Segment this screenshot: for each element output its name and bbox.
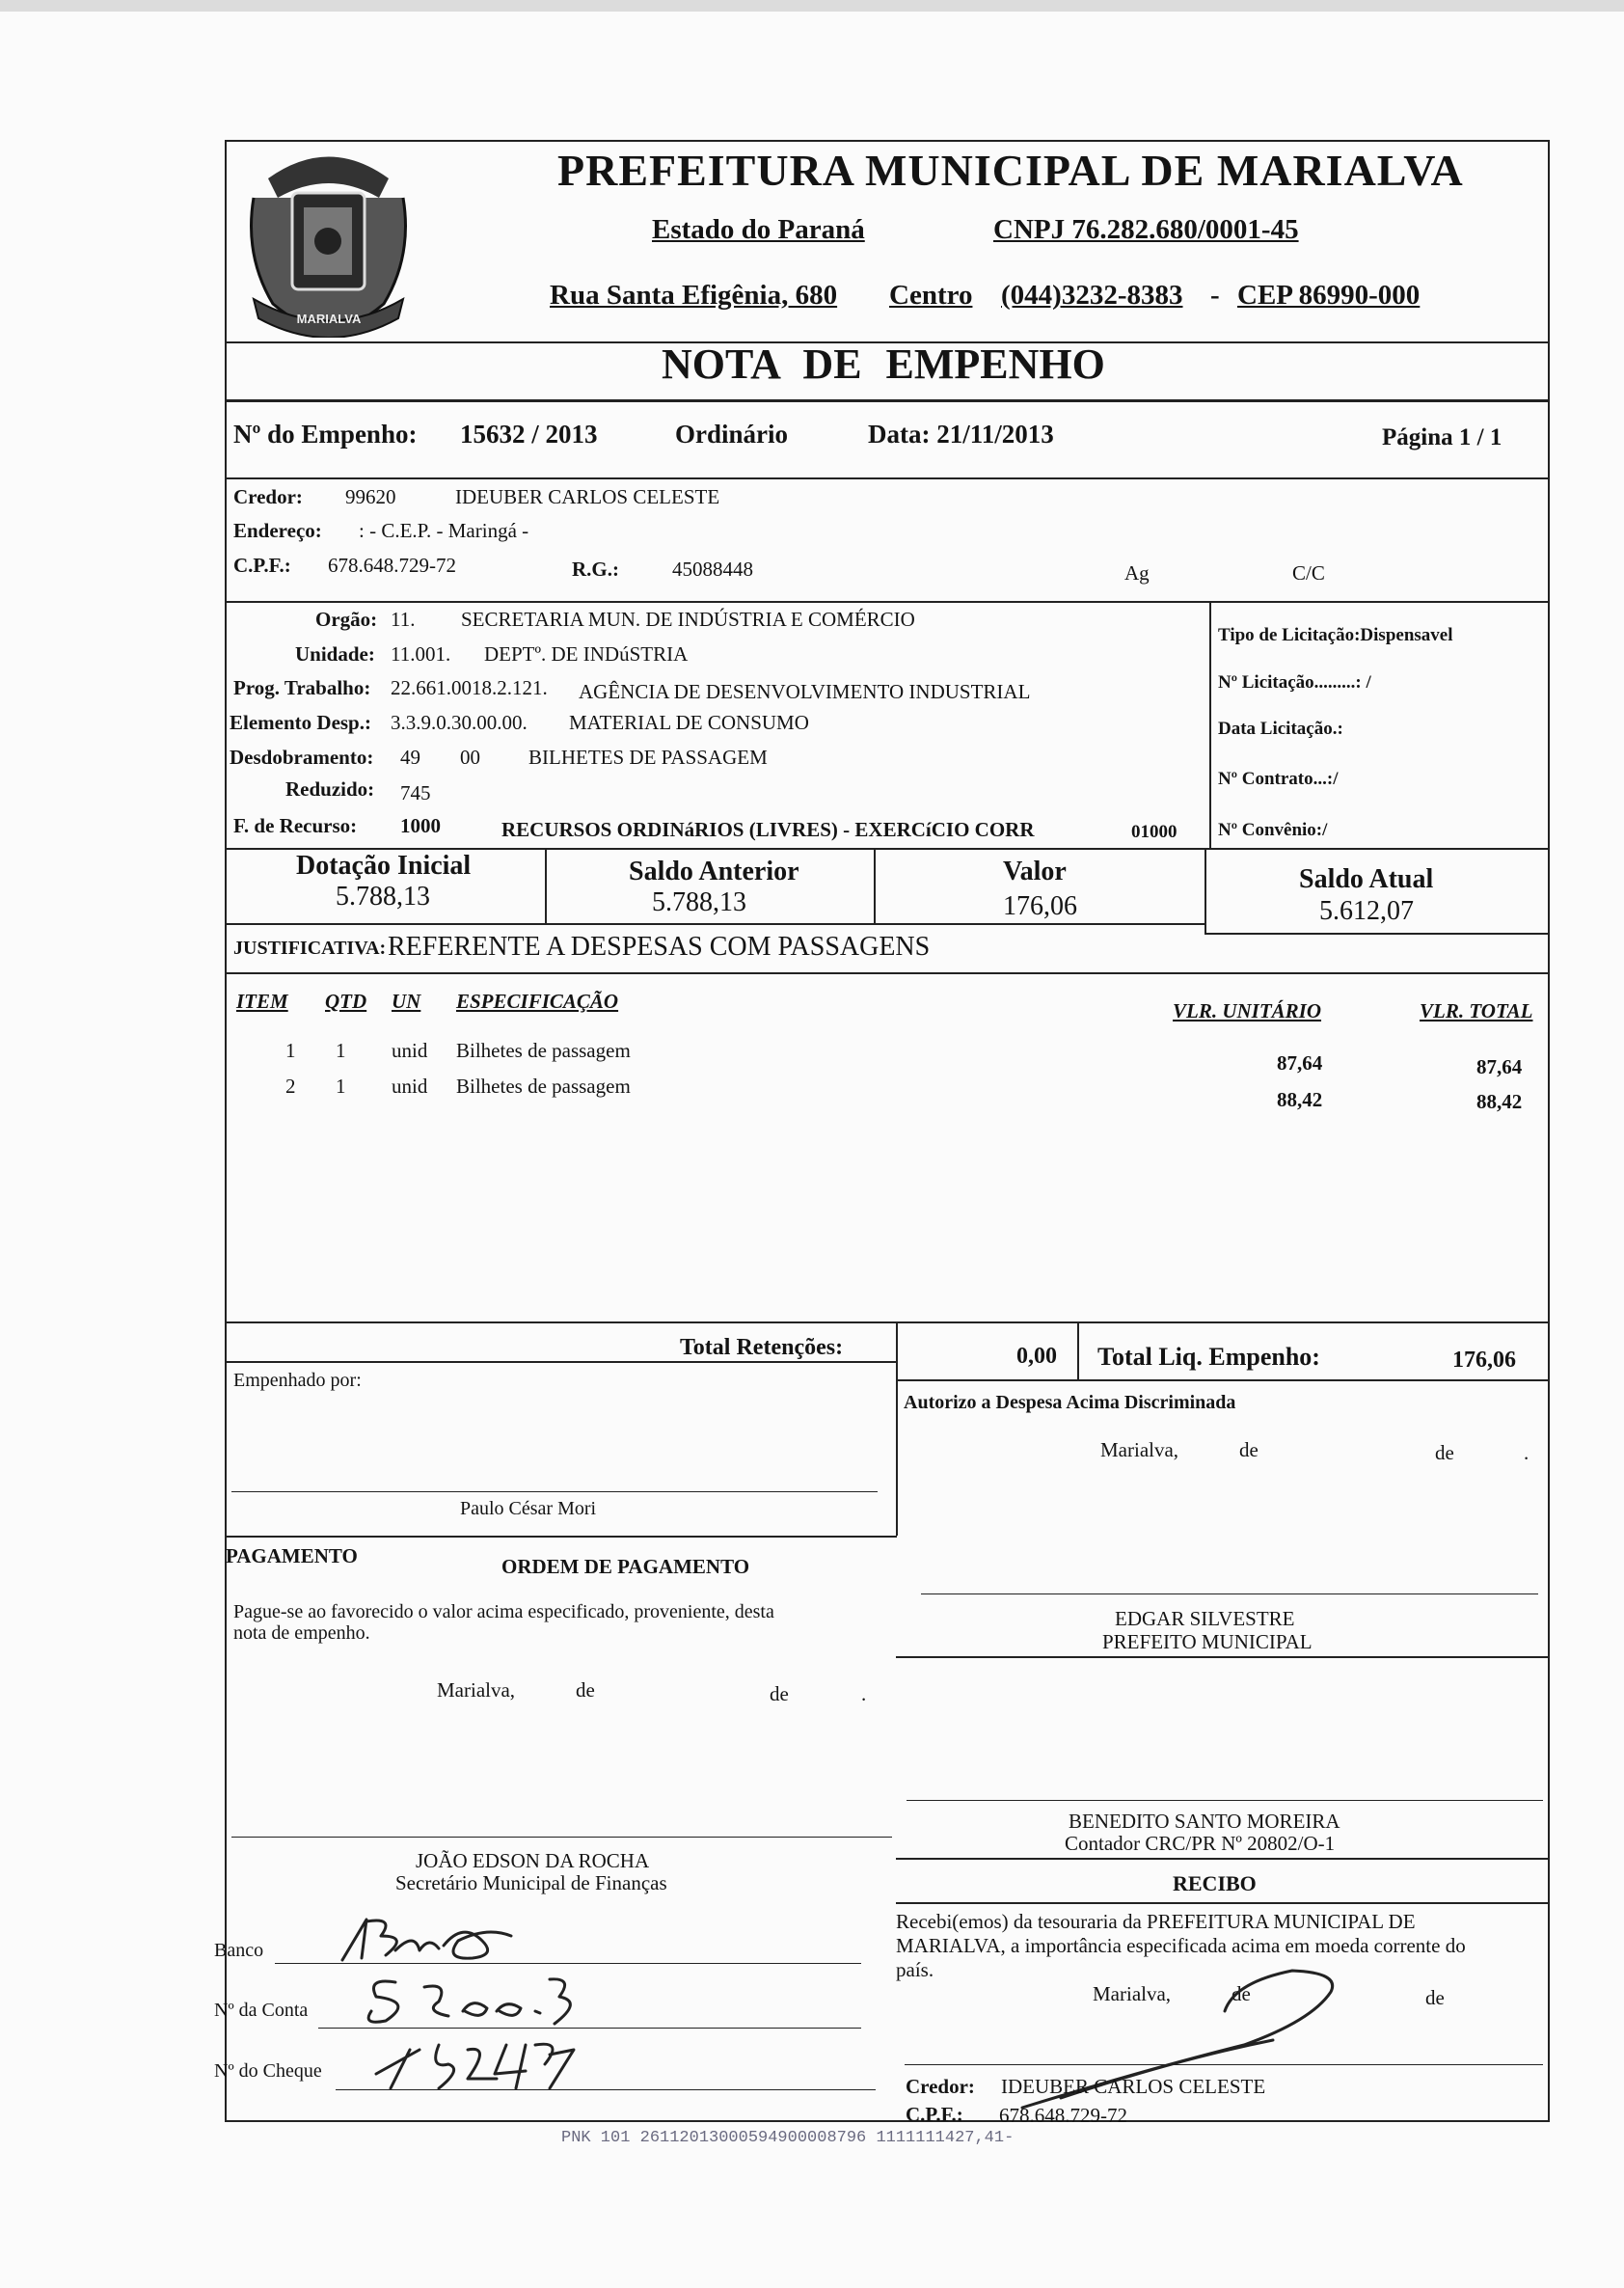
pagamento-de-2: de	[770, 1682, 789, 1705]
credor-rg: 45088448	[672, 558, 753, 581]
row-unit: 88,42	[1277, 1088, 1323, 1111]
empenho-type: Ordinário	[675, 420, 789, 449]
recibo-de-2: de	[1425, 1986, 1445, 2009]
row-spec: Bilhetes de passagem	[456, 1075, 631, 1098]
empenhado-name: Paulo César Mori	[460, 1498, 597, 1519]
cep-label: CEP 86990-000	[1237, 280, 1421, 311]
row-un: unid	[392, 1075, 428, 1098]
autorizo-de-1: de	[1239, 1438, 1259, 1461]
justificativa-text: REFERENTE A DESPESAS COM PASSAGENS	[388, 932, 931, 962]
unidade-code: 11.001.	[391, 642, 451, 666]
cheque-handwriting	[371, 2030, 583, 2098]
col-header-total: VLR. TOTAL	[1420, 999, 1533, 1022]
signature-line	[907, 1800, 1543, 1801]
district-label: Centro	[889, 280, 973, 311]
pagamento-label: PAGAMENTO	[226, 1544, 358, 1567]
col-header-item: ITEM	[236, 990, 288, 1013]
svg-text:MARIALVA: MARIALVA	[296, 312, 362, 326]
divider	[225, 972, 1550, 974]
contador-role: Contador CRC/PR Nº 20802/O-1	[1065, 1832, 1336, 1855]
prog-name: AGÊNCIA DE DESENVOLVIMENTO INDUSTRIAL	[579, 680, 1031, 703]
divider	[225, 399, 1550, 402]
autorizo-city: Marialva,	[1100, 1438, 1179, 1461]
pagamento-text-2: nota de empenho.	[233, 1622, 370, 1644]
row-spec: Bilhetes de passagem	[456, 1039, 631, 1062]
desdobramento-label: Desdobramento:	[230, 746, 374, 769]
saldo-atual-label: Saldo Atual	[1299, 864, 1434, 894]
ordem-pagamento-label: ORDEM DE PAGAMENTO	[501, 1555, 750, 1578]
saldo-atual-value: 5.612,07	[1319, 896, 1414, 926]
prefeito-name: EDGAR SILVESTRE	[1115, 1607, 1295, 1630]
recibo-text-3: país.	[896, 1958, 934, 1981]
page-number: Página 1 / 1	[1382, 424, 1502, 450]
divider	[1209, 601, 1211, 849]
conta-handwriting	[357, 1968, 588, 2035]
desdobramento-name: BILHETES DE PASSAGEM	[528, 746, 768, 769]
reduzido-value: 745	[400, 781, 431, 804]
divider	[874, 848, 876, 923]
recurso-name: RECURSOS ORDINáRIOS (LIVRES) - EXERCíCIO CORR	[501, 818, 1035, 841]
phone-label: (044)3232-8383	[1001, 280, 1183, 311]
credor-code: 99620	[345, 485, 396, 508]
valor-label: Valor	[1003, 857, 1067, 886]
licitacao-numero: Nº Licitação.........: /	[1218, 672, 1371, 693]
row-item: 2	[285, 1075, 296, 1098]
row-un: unid	[392, 1039, 428, 1062]
scan-top-strip	[0, 0, 1624, 12]
divider	[1077, 1321, 1079, 1380]
contador-name: BENEDITO SANTO MOREIRA	[1069, 1810, 1340, 1833]
pagamento-dot: .	[861, 1682, 867, 1705]
municipal-crest-logo	[234, 140, 422, 338]
cpf-label: C.P.F.:	[233, 554, 291, 577]
svg-text:8300-3: 8300-3	[357, 1968, 360, 1969]
address-field-label: Endereço:	[233, 519, 322, 542]
cheque-label: Nº do Cheque	[214, 2060, 322, 2082]
pagamento-city: Marialva,	[437, 1678, 516, 1702]
autorizo-dot: .	[1524, 1441, 1529, 1464]
row-item: 1	[285, 1039, 296, 1062]
recibo-credor-name: IDEUBER CARLOS CELESTE	[1001, 2075, 1266, 2098]
licitacao-contrato: Nº Contrato...:/	[1218, 769, 1339, 789]
divider	[1204, 933, 1550, 935]
divider	[225, 601, 1550, 603]
orgao-code: 11.	[391, 608, 416, 631]
recurso-code: 1000	[400, 814, 441, 837]
saldo-anterior-value: 5.788,13	[652, 887, 746, 917]
prog-code: 22.661.0018.2.121.	[391, 676, 548, 699]
retencoes-label: Total Retenções:	[680, 1335, 844, 1360]
autorizo-label: Autorizo a Despesa Acima Discriminada	[904, 1392, 1236, 1413]
recurso-label: F. de Recurso:	[233, 814, 358, 837]
elemento-label: Elemento Desp.:	[230, 711, 371, 734]
account-label: C/C	[1292, 561, 1325, 585]
header-dash: -	[1210, 280, 1220, 311]
prog-label: Prog. Trabalho:	[233, 676, 371, 699]
orgao-label: Orgão:	[315, 608, 378, 631]
credor-name: IDEUBER CARLOS CELESTE	[455, 485, 720, 508]
unidade-name: DEPTº. DE INDúSTRIA	[484, 642, 689, 666]
desdobramento-code-1: 49	[400, 746, 420, 769]
row-qtd: 1	[336, 1039, 346, 1062]
recibo-text-1: Recebi(emos) da tesouraria da PREFEITURA MUNICIPAL DE	[896, 1910, 1416, 1933]
unidade-label: Unidade:	[295, 642, 375, 666]
signature-line	[905, 2064, 1543, 2065]
liq-empenho-value: 176,06	[1452, 1348, 1516, 1373]
conta-label: Nº da Conta	[214, 2000, 309, 2021]
autorizo-de-2: de	[1435, 1441, 1454, 1464]
empenho-date: Data: 21/11/2013	[868, 420, 1054, 449]
licitacao-tipo: Tipo de Licitação:Dispensavel	[1218, 625, 1453, 645]
recibo-cpf-label: C.P.F.:	[906, 2103, 963, 2126]
divider	[225, 1321, 1550, 1323]
recibo-title: RECIBO	[1173, 1871, 1257, 1895]
orgao-name: SECRETARIA MUN. DE INDÚSTRIA E COMÉRCIO	[461, 608, 915, 631]
divider	[1204, 848, 1206, 933]
elemento-name: MATERIAL DE CONSUMO	[569, 711, 809, 734]
divider	[225, 1536, 897, 1538]
divider	[225, 1361, 897, 1363]
liq-empenho-label: Total Liq. Empenho:	[1097, 1343, 1320, 1371]
cnpj-label: CNPJ 76.282.680/0001-45	[993, 214, 1299, 245]
elemento-code: 3.3.9.0.30.00.00.	[391, 711, 528, 734]
divider	[545, 848, 547, 923]
justificativa-label: JUSTIFICATIVA:	[233, 938, 387, 959]
col-header-spec: ESPECIFICAÇÃO	[456, 990, 619, 1013]
divider	[225, 477, 1550, 479]
recibo-text-2: MARIALVA, a importância especificada acima em moeda corrente do	[896, 1934, 1466, 1957]
empenho-number-label: Nº do Empenho:	[233, 420, 418, 449]
recibo-cpf: 678.648.729-72	[999, 2104, 1127, 2127]
col-header-unit: VLR. UNITÁRIO	[1173, 999, 1322, 1022]
row-unit: 87,64	[1277, 1051, 1323, 1075]
divider	[896, 1321, 898, 1536]
divider	[225, 923, 1205, 925]
secretario-name: JOÃO EDSON DA ROCHA	[416, 1849, 650, 1872]
prefeito-role: PREFEITO MUNICIPAL	[1102, 1630, 1313, 1653]
dotacao-label: Dotação Inicial	[296, 851, 472, 881]
document-title: NOTA DE EMPENHO	[662, 340, 1105, 388]
address-label: Rua Santa Efigênia, 680	[550, 280, 838, 311]
divider	[896, 1379, 1550, 1381]
credor-address: : - C.E.P. - Maringá -	[359, 519, 529, 542]
col-header-qtd: QTD	[325, 990, 367, 1013]
svg-text:152497: 152497	[371, 2030, 374, 2031]
recurso-extra: 01000	[1131, 822, 1177, 842]
valor-value: 176,06	[1003, 891, 1077, 921]
credor-label: Credor:	[233, 485, 303, 508]
banco-label: Banco	[214, 1940, 264, 1961]
rg-label: R.G.:	[572, 558, 619, 581]
reduzido-label: Reduzido:	[285, 777, 375, 801]
desdobramento-code-2: 00	[460, 746, 480, 769]
divider	[896, 1656, 1550, 1658]
row-total: 87,64	[1476, 1055, 1523, 1078]
empenhado-label: Empenhado por:	[233, 1370, 362, 1391]
signature-line	[231, 1837, 892, 1838]
dotacao-value: 5.788,13	[336, 882, 430, 912]
row-total: 88,42	[1476, 1090, 1523, 1113]
saldo-anterior-label: Saldo Anterior	[629, 857, 799, 886]
licitacao-convenio: Nº Convênio:/	[1218, 820, 1328, 840]
svg-text:Brasil: Brasil	[328, 1912, 331, 1913]
recibo-de-1: de	[1232, 1982, 1251, 2005]
signature-line	[921, 1593, 1538, 1594]
signature-line	[231, 1491, 878, 1492]
secretario-role: Secretário Municipal de Finanças	[395, 1871, 667, 1894]
empenho-number: 15632 / 2013	[460, 420, 598, 449]
state-label: Estado do Paraná	[652, 214, 865, 245]
municipality-title: PREFEITURA MUNICIPAL DE MARIALVA	[557, 146, 1464, 195]
recibo-city: Marialva,	[1093, 1982, 1172, 2005]
recibo-credor-label: Credor:	[906, 2075, 975, 2098]
pagamento-text-1: Pague-se ao favorecido o valor acima especificado, proveniente, desta	[233, 1601, 774, 1622]
bank-stamp: PNK 101 26112013000594900008796 1111111427,41-	[561, 2129, 1015, 2147]
pagamento-de-1: de	[576, 1678, 595, 1702]
retencoes-value: 0,00	[1016, 1344, 1057, 1369]
divider	[225, 848, 1550, 850]
divider	[896, 1858, 1550, 1860]
banco-handwriting	[328, 1912, 559, 1970]
divider	[896, 1902, 1550, 1904]
row-qtd: 1	[336, 1075, 346, 1098]
licitacao-data: Data Licitação.:	[1218, 719, 1343, 739]
col-header-un: UN	[392, 990, 421, 1013]
credor-cpf: 678.648.729-72	[328, 554, 456, 577]
agency-label: Ag	[1124, 561, 1150, 585]
